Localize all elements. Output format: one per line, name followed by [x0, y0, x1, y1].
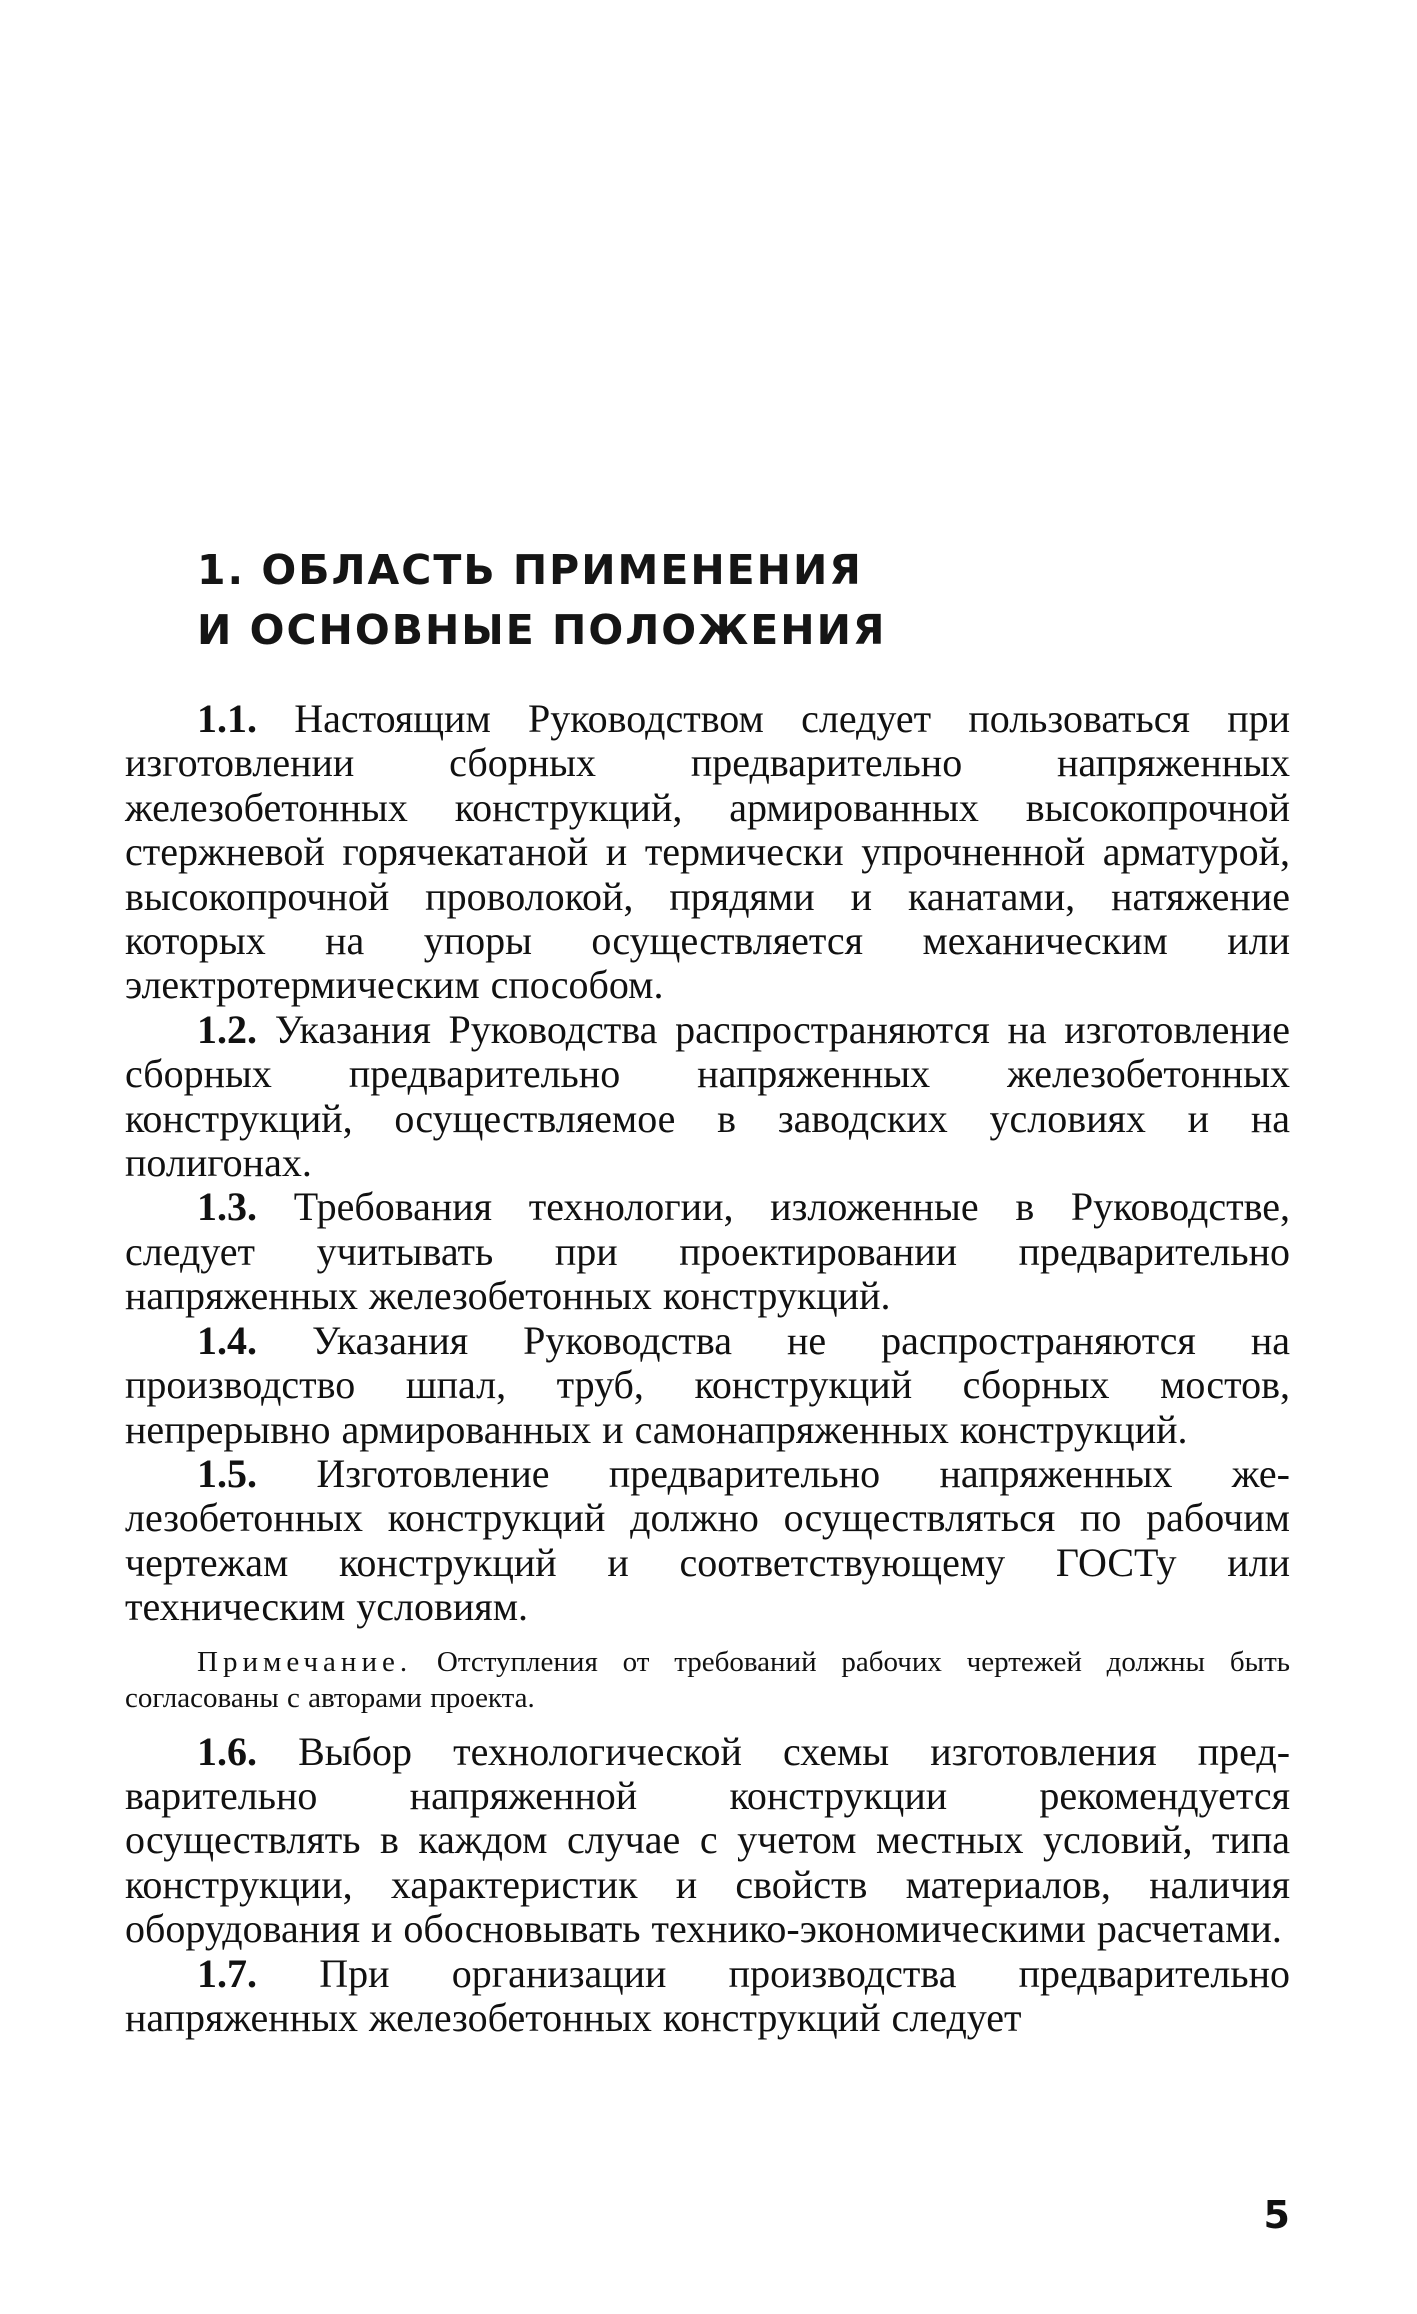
- paragraph-number: 1.7.: [197, 1950, 257, 1996]
- section-heading-line-1: 1. ОБЛАСТЬ ПРИМЕНЕНИЯ: [197, 546, 863, 594]
- paragraph-1-5: [125, 1452, 1290, 1630]
- paragraph-text: Изготовление предварительно напряженных железобетонных конструкций должно осуществляться по рабочим чертежам конструкций и соответствующему ГОСТу или техническим условиям.: [125, 1450, 1290, 1630]
- paragraph-number: 1.1.: [197, 696, 257, 741]
- paragraph-number: 1.6.: [197, 1728, 257, 1774]
- note-label: Примечание.: [197, 1645, 413, 1678]
- paragraph-text: Настоящим Руководством следует пользоваться при изготовлении сборных предварительно напряженных железобетонных конструкций, армированных высокопрочной стержневой горячекатаной и термически упрочненной арматурой, высокопрочной проволокой, прядями и канатами, натяжение которых на упоры осуществляется механическим или электротермическим способом.: [125, 696, 1291, 1008]
- paragraph-text: Выбор технологической схемы изготовления предварительно напряженной конструкции рекомендуется осуществлять в каждом случае с учетом местных условий, типа конструкции, характеристик и свойств материалов, наличия оборудования и обосновывать технико-экономическими расчетами.: [125, 1728, 1291, 1952]
- paragraph-1-1: [125, 697, 1290, 1008]
- paragraph-1-4: [125, 1319, 1290, 1452]
- section-heading: [197, 540, 887, 660]
- paragraph-1-3: [125, 1185, 1290, 1318]
- document-body: [125, 697, 1290, 2040]
- note: [125, 1644, 1290, 1716]
- paragraph-text: Указания Руководства не распространяются на производство шпал, труб, конструкций сборных мостов, непрерывно армированных и самонапряженных конструкций.: [125, 1317, 1291, 1452]
- paragraph-1-7: [125, 1952, 1290, 2041]
- paragraph-1-2: [125, 1008, 1290, 1186]
- paragraph-number: 1.3.: [197, 1184, 257, 1230]
- paragraph-1-6: [125, 1730, 1290, 1952]
- section-heading-line-2: И ОСНОВНЫЕ ПОЛОЖЕНИЯ: [197, 606, 887, 654]
- paragraph-number: 1.5.: [197, 1450, 257, 1496]
- document-page: [125, 0, 1290, 2314]
- paragraph-text: Указания Руководства распространяются на изготовление сборных предварительно напряженных железобетонных конструкций, осуществляемое в заводских условиях и на полигонах.: [125, 1006, 1290, 1186]
- note-text: Отступления от требований рабочих чертежей должны быть согласованы с авторами проекта.: [125, 1645, 1290, 1714]
- paragraph-number: 1.4.: [197, 1317, 257, 1363]
- paragraph-text: При организации производства предварительно напряженных железобетонных конструкций следует: [125, 1950, 1290, 2040]
- paragraph-text: Требования технологии, изложенные в Руководстве, следует учитывать при проектировании предварительно напряженных железобетонных конструкций.: [125, 1184, 1290, 1319]
- paragraph-number: 1.2.: [197, 1006, 257, 1052]
- page-number: 5: [1263, 2193, 1290, 2237]
